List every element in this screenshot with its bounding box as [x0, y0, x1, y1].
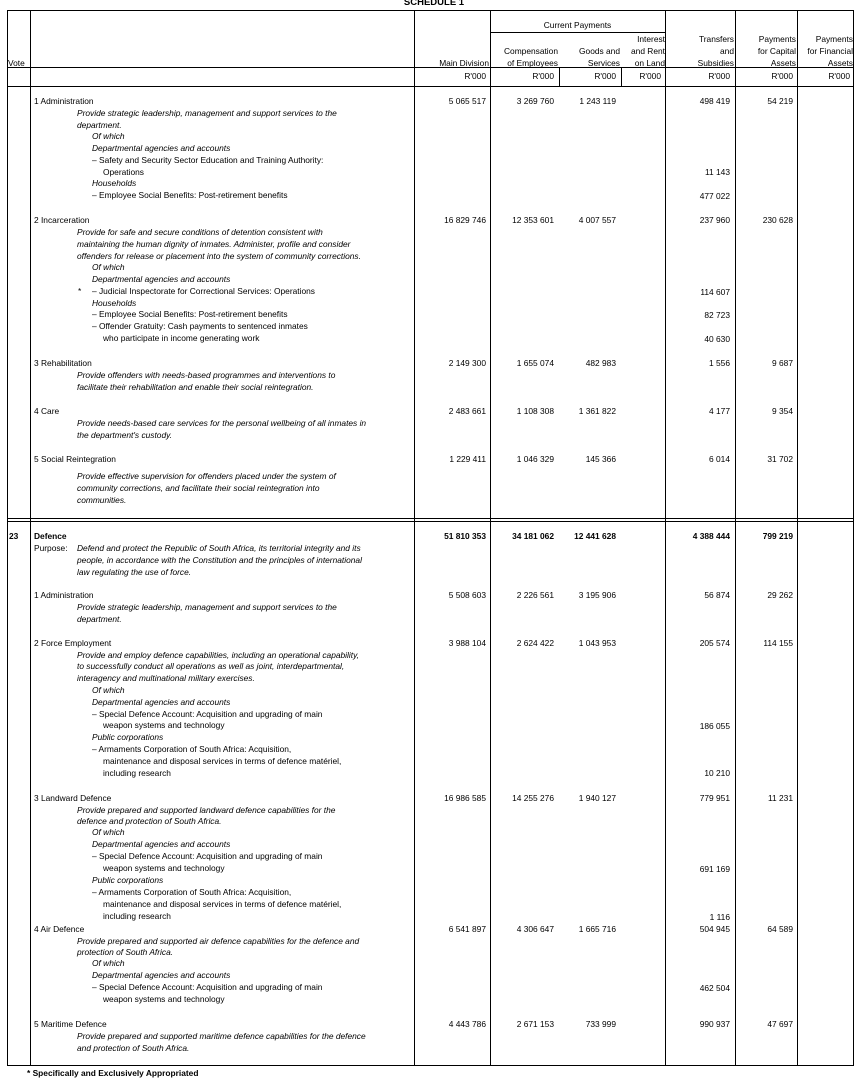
- unit-label: R'000: [532, 71, 554, 81]
- description-line: 2 Force Employment: [34, 638, 112, 648]
- description-line: weapon systems and technology: [103, 994, 225, 1004]
- header-transfers: and: [720, 46, 734, 56]
- description-line: Defend and protect the Republic of South Africa, its territorial integrity and its: [77, 543, 361, 553]
- description-line: 3 Rehabilitation: [34, 358, 92, 368]
- amount-trans: 779 951: [699, 793, 730, 803]
- amount-trans: 114 607: [700, 287, 730, 297]
- amount-goods: 4 007 557: [578, 215, 616, 225]
- amount-cap: 230 628: [762, 215, 793, 225]
- description-line: Departmental agencies and accounts: [92, 274, 231, 284]
- description-line: Households: [92, 298, 137, 308]
- amount-main: 5 508 603: [448, 590, 486, 600]
- amount-trans: 4 177: [709, 406, 730, 416]
- description-line: 23: [9, 531, 19, 541]
- amount-comp: 1 655 074: [516, 358, 554, 368]
- header-capital: for Capital: [757, 46, 796, 56]
- amount-comp: 2 624 422: [516, 638, 554, 648]
- description-line: Public corporations: [92, 732, 164, 742]
- amount-cap: 114 155: [763, 638, 793, 648]
- description-line: Provide offenders with needs-based programmes and interventions to: [77, 370, 336, 380]
- amount-trans: 990 937: [699, 1019, 730, 1029]
- amount-main: 5 065 517: [448, 96, 486, 106]
- description-line: including research: [103, 768, 171, 778]
- amount-goods: 1 665 716: [578, 924, 616, 934]
- amount-trans: 11 143: [705, 167, 730, 177]
- description-line: to successfully conduct all operations as well as joint, interdepartmental,: [77, 661, 345, 671]
- amount-goods: 1 243 119: [579, 96, 616, 106]
- amount-trans: 1 556: [709, 358, 730, 368]
- header-compensation: of Employees: [507, 58, 558, 68]
- amount-cap: 29 262: [767, 590, 793, 600]
- header-interest: and Rent: [631, 46, 665, 56]
- amount-trans: 205 574: [699, 638, 730, 648]
- header-financial: Payments: [815, 34, 853, 44]
- header-interest: on Land: [634, 58, 665, 68]
- description-line: Provide and employ defence capabilities, including an operational capability,: [77, 650, 359, 660]
- description-line: weapon systems and technology: [103, 720, 225, 730]
- amount-goods: 1 361 822: [578, 406, 616, 416]
- amount-main: 51 810 353: [444, 531, 486, 541]
- amount-trans: 691 169: [699, 864, 730, 874]
- description-line: Provide effective supervision for offenders placed under the system of: [77, 471, 336, 481]
- amount-trans: 186 055: [699, 721, 730, 731]
- description-line: weapon systems and technology: [103, 863, 225, 873]
- amount-goods: 1 940 127: [578, 793, 616, 803]
- header-vote: Vote: [8, 58, 25, 68]
- description-line: Households: [92, 178, 137, 188]
- description-line: – Special Defence Account: Acquisition and upgrading of main: [92, 851, 323, 861]
- amount-cap: 64 589: [767, 924, 793, 934]
- description-line: 3 Landward Defence: [34, 793, 112, 803]
- description-line: Of which: [92, 685, 125, 695]
- description-line: the department's custody.: [77, 430, 173, 440]
- amount-main: 3 988 104: [448, 638, 486, 648]
- description-line: Provide strategic leadership, management and support services to the: [77, 602, 337, 612]
- description-line: and protection of South Africa.: [77, 1043, 190, 1053]
- amount-trans: 477 022: [699, 191, 730, 201]
- unit-label: R'000: [708, 71, 730, 81]
- description-line: Operations: [103, 167, 144, 177]
- description-line: 4 Air Defence: [34, 924, 85, 934]
- schedule-title: SCHEDULE 1: [403, 0, 465, 8]
- description-line: Provide prepared and supported air defence capabilities for the defence and: [77, 936, 360, 946]
- description-line: – Armaments Corporation of South Africa: Acquisition,: [92, 887, 292, 897]
- header-capital: Assets: [770, 58, 796, 68]
- header-financial: Assets: [827, 58, 853, 68]
- description-line: Departmental agencies and accounts: [92, 970, 231, 980]
- header-current-payments: Current Payments: [543, 20, 612, 30]
- description-line: community corrections, and facilitate their social reintegration into: [77, 483, 320, 493]
- amount-cap: 9 354: [772, 406, 793, 416]
- unit-label: R'000: [639, 71, 661, 81]
- description-line: who participate in income generating work: [103, 333, 260, 343]
- description-line: Departmental agencies and accounts: [92, 839, 231, 849]
- header-goods: Services: [587, 58, 620, 68]
- amount-cap: 54 219: [767, 96, 793, 106]
- header-main-division: Main Division: [439, 58, 489, 68]
- header-transfers: Transfers: [698, 34, 734, 44]
- description-line: – Employee Social Benefits: Post-retirement benefits: [92, 190, 288, 200]
- unit-label: R'000: [771, 71, 793, 81]
- amount-comp: 34 181 062: [512, 531, 554, 541]
- header-financial: for Financial: [807, 46, 853, 56]
- amount-main: 16 986 585: [444, 793, 486, 803]
- footnote: * Specifically and Exclusively Appropriated: [27, 1068, 199, 1078]
- description-line: people, in accordance with the Constitution and the principles of international: [77, 555, 362, 565]
- description-line: *: [78, 286, 82, 296]
- col-divider: [30, 10, 31, 1066]
- description-line: – Judicial Inspectorate for Correctional Services: Operations: [92, 286, 315, 296]
- amount-goods: 482 983: [585, 358, 616, 368]
- header-capital: Payments: [758, 34, 796, 44]
- description-line: – Offender Gratuity: Cash payments to sentenced inmates: [92, 321, 308, 331]
- amount-comp: 1 046 329: [516, 454, 554, 464]
- amount-trans: 56 874: [704, 590, 730, 600]
- header-transfers: Subsidies: [697, 58, 734, 68]
- amount-comp: 4 306 647: [516, 924, 554, 934]
- description-line: Provide strategic leadership, management and support services to the: [77, 108, 337, 118]
- amount-trans: 462 504: [699, 983, 730, 993]
- description-line: – Employee Social Benefits: Post-retirement benefits: [92, 309, 288, 319]
- amount-main: 2 483 661: [448, 406, 486, 416]
- amount-trans: 10 210: [704, 768, 730, 778]
- amount-goods: 145 366: [585, 454, 616, 464]
- description-line: Purpose:: [34, 543, 68, 553]
- description-line: 1 Administration: [34, 590, 94, 600]
- amount-main: 16 829 746: [444, 215, 486, 225]
- description-line: – Safety and Security Sector Education and Training Authority:: [92, 155, 324, 165]
- amount-comp: 14 255 276: [512, 793, 554, 803]
- description-line: including research: [103, 911, 171, 921]
- description-line: facilitate their rehabilitation and enable their social reintegration.: [77, 382, 314, 392]
- unit-label: R'000: [828, 71, 850, 81]
- amount-trans: 504 945: [699, 924, 730, 934]
- description-line: Of which: [92, 958, 125, 968]
- description-line: – Special Defence Account: Acquisition and upgrading of main: [92, 709, 323, 719]
- description-line: Of which: [92, 262, 125, 272]
- header-compensation: Compensation: [503, 46, 558, 56]
- amount-cap: 11 231: [768, 793, 793, 803]
- amount-comp: 1 108 308: [516, 406, 554, 416]
- amount-comp: 12 353 601: [512, 215, 554, 225]
- description-line: Public corporations: [92, 875, 164, 885]
- amount-main: 4 443 786: [448, 1019, 486, 1029]
- amount-trans: 1 116: [709, 912, 730, 922]
- amount-trans: 40 630: [704, 334, 730, 344]
- amount-cap: 47 697: [767, 1019, 793, 1029]
- description-line: defence and protection of South Africa.: [77, 816, 222, 826]
- description-line: Departmental agencies and accounts: [92, 143, 231, 153]
- description-line: Of which: [92, 827, 125, 837]
- amount-cap: 31 702: [767, 454, 793, 464]
- header-rule: [7, 86, 854, 87]
- amount-trans: 498 419: [699, 96, 730, 106]
- vote-separator: [7, 521, 854, 522]
- unit-label: R'000: [464, 71, 486, 81]
- amount-goods: 3 195 906: [578, 590, 616, 600]
- amount-comp: 3 269 760: [516, 96, 554, 106]
- description-line: Provide for safe and secure conditions of detention consistent with: [77, 227, 323, 237]
- amount-comp: 2 671 153: [516, 1019, 554, 1029]
- amount-trans: 237 960: [699, 215, 730, 225]
- amount-cap: 799 219: [762, 531, 793, 541]
- amount-main: 2 149 300: [448, 358, 486, 368]
- amount-main: 6 541 897: [448, 924, 486, 934]
- amount-comp: 2 226 561: [516, 590, 554, 600]
- description-line: Defence: [34, 531, 67, 541]
- description-line: 1 Administration: [34, 96, 94, 106]
- current-payments-rule: [490, 32, 665, 33]
- amount-goods: 1 043 953: [578, 638, 616, 648]
- description-line: interagency and multinational military exercises.: [77, 673, 255, 683]
- description-line: 2 Incarceration: [34, 215, 90, 225]
- amount-goods: 12 441 628: [574, 531, 616, 541]
- amount-trans: 4 388 444: [692, 531, 730, 541]
- amount-cap: 9 687: [772, 358, 793, 368]
- description-line: Provide prepared and supported landward defence capabilities for the: [77, 805, 336, 815]
- header-goods: Goods and: [579, 46, 620, 56]
- description-line: 5 Social Reintegration: [34, 454, 116, 464]
- vote-separator: [7, 518, 854, 519]
- description-line: Departmental agencies and accounts: [92, 697, 231, 707]
- amount-main: 1 229 411: [449, 454, 486, 464]
- description-line: maintenance and disposal services in terms of defence matériel,: [103, 899, 342, 909]
- description-line: 4 Care: [34, 406, 60, 416]
- description-line: law regulating the use of force.: [77, 567, 192, 577]
- description-line: protection of South Africa.: [77, 947, 174, 957]
- col-divider: [797, 10, 798, 1066]
- description-line: communities.: [77, 495, 127, 505]
- description-line: Provide prepared and supported maritime defence capabilities for the defence: [77, 1031, 366, 1041]
- description-line: – Armaments Corporation of South Africa: Acquisition,: [92, 744, 292, 754]
- description-line: maintaining the human dignity of inmates. Administer, profile and consider: [77, 239, 351, 249]
- description-line: maintenance and disposal services in terms of defence matériel,: [103, 756, 342, 766]
- amount-trans: 82 723: [704, 310, 730, 320]
- description-line: Provide needs-based care services for the personal wellbeing of all inmates in: [77, 418, 367, 428]
- description-line: – Special Defence Account: Acquisition and upgrading of main: [92, 982, 323, 992]
- description-line: offenders for release or placement into the system of community corrections.: [77, 251, 361, 261]
- description-line: Of which: [92, 131, 125, 141]
- amount-trans: 6 014: [709, 454, 730, 464]
- description-line: department.: [77, 614, 122, 624]
- unit-label: R'000: [594, 71, 616, 81]
- description-line: department.: [77, 120, 122, 130]
- header-interest: Interest: [637, 34, 665, 44]
- amount-goods: 733 999: [585, 1019, 616, 1029]
- description-line: 5 Maritime Defence: [34, 1019, 107, 1029]
